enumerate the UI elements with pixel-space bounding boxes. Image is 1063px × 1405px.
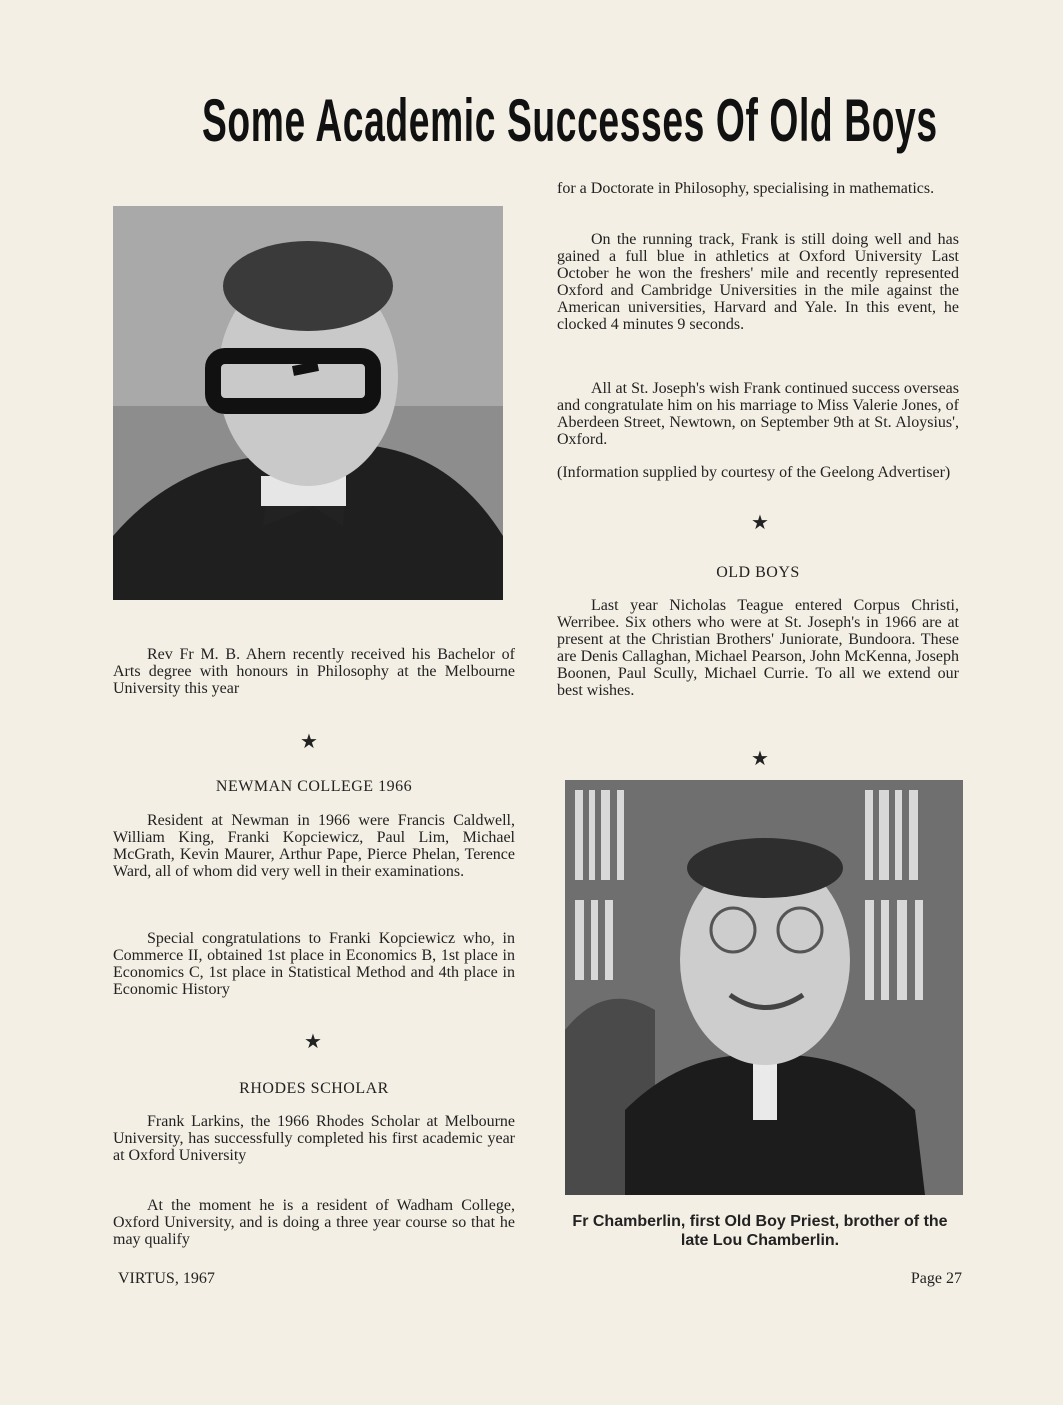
running-paragraph: On the running track, Frank is still doing well and has gained a full blue in athletics at Oxford University Last October he won the freshers' mile and recently represented Oxford and Cambridge Universities in the mile against the American universities, Harvard and Yale. In this event, he clocked 4 minutes 9 seconds. bbox=[557, 231, 959, 333]
newman-heading: NEWMAN COLLEGE 1966 bbox=[215, 778, 413, 795]
wish-paragraph: All at St. Joseph's wish Frank continued success overseas and congratulate him on his marriage to Miss Valerie Jones, of Aberdeen Street, Newtown, on September 9th at St. Aloysius', Oxford. bbox=[557, 380, 959, 448]
star-icon: ★ bbox=[751, 512, 769, 534]
info-paragraph: (Information supplied by courtesy of the Geelong Advertiser) bbox=[557, 464, 951, 481]
portrait-photo-chamberlin bbox=[565, 780, 963, 1195]
star-icon: ★ bbox=[304, 1031, 322, 1053]
newman-paragraph-1: Resident at Newman in 1966 were Francis Caldwell, William King, Franki Kopciewicz, Paul Lim, Michael McGrath, Kevin Maurer, Arthur Pape, Pierce Phelan, Terence Ward, all of whom did very well in their examinations. bbox=[113, 812, 515, 880]
page-title: Some Academic Successes Of Old Boys bbox=[201, 87, 938, 154]
oldboys-paragraph: Last year Nicholas Teague entered Corpus Christi, Werribee. Six others who were at St. Joseph's in 1966 are at present at the Christian Brothers' Juniorate, Bundoora. These are Denis Callaghan, Michael Pearson, John McKenna, Joseph Boonen, Paul Scully, Michael Currie. To all we extend our best wishes. bbox=[557, 597, 959, 699]
star-icon: ★ bbox=[300, 731, 318, 753]
footer-publication: VIRTUS, 1967 bbox=[118, 1270, 215, 1287]
footer-page-number: Page 27 bbox=[910, 1270, 962, 1287]
continued-paragraph: for a Doctorate in Philosophy, specialising in mathematics. bbox=[557, 180, 935, 197]
rhodes-paragraph-2: At the moment he is a resident of Wadham College, Oxford University, and is doing a three year course so that he may qualify bbox=[113, 1197, 515, 1248]
newman-paragraph-2: Special congratulations to Franki Kopciewicz who, in Commerce II, obtained 1st place in Economics B, 1st place in Economics C, 1st place in Statistical Method and 4th place in Economic History bbox=[113, 930, 515, 998]
portrait-photo-ahern bbox=[113, 206, 503, 600]
photo-caption: Fr Chamberlin, first Old Boy Priest, brother of the late Lou Chamberlin. bbox=[572, 1213, 948, 1249]
rhodes-paragraph-1: Frank Larkins, the 1966 Rhodes Scholar at Melbourne University, has successfully completed his first academic year at Oxford University bbox=[113, 1113, 515, 1164]
oldboys-heading: OLD BOYS bbox=[716, 564, 800, 581]
ahern-paragraph: Rev Fr M. B. Ahern recently received his Bachelor of Arts degree with honours in Philosophy at the Melbourne University this year bbox=[113, 646, 515, 697]
rhodes-heading: RHODES SCHOLAR bbox=[239, 1080, 389, 1097]
star-icon: ★ bbox=[751, 748, 769, 770]
